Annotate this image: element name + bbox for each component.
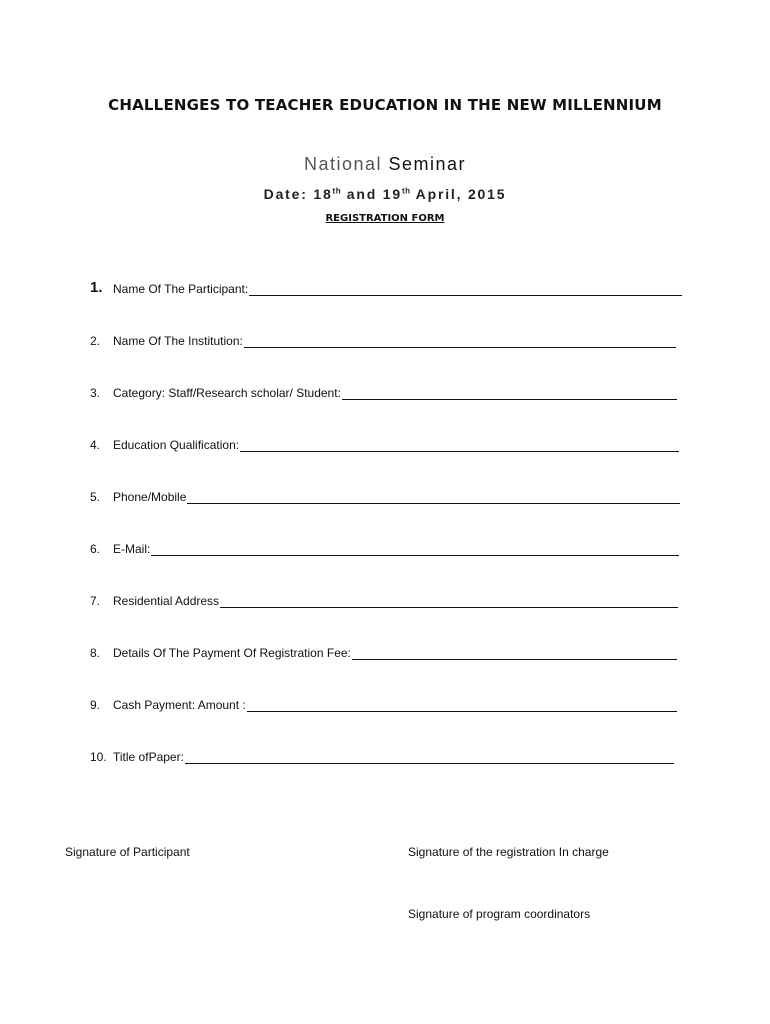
- field-label: Title ofPaper:: [113, 750, 184, 764]
- seminar-subtitle: [0, 154, 770, 175]
- date-suffix: April, 2015: [410, 186, 507, 202]
- date-sup-2: th: [401, 186, 411, 196]
- field-label: Name Of The Institution:: [113, 334, 243, 348]
- field-number: 6.: [90, 542, 101, 556]
- education-qualification-blank[interactable]: [240, 437, 679, 452]
- field-participant-name: [90, 276, 682, 296]
- field-number: 3.: [90, 386, 101, 400]
- cash-payment-amount-blank[interactable]: [247, 697, 677, 712]
- field-residential-address: [90, 588, 678, 608]
- title-of-paper-blank[interactable]: [185, 749, 674, 764]
- signature-participant-label: Signature of Participant: [65, 845, 190, 859]
- subtitle-national: National: [303, 154, 382, 174]
- seminar-date: [0, 186, 770, 202]
- signature-coordinators-label: Signature of program coordinators: [408, 907, 591, 921]
- field-label: Name Of The Participant:: [113, 282, 249, 296]
- field-label: E-Mail:: [113, 542, 151, 556]
- field-number: 2.: [90, 334, 101, 348]
- payment-details-blank[interactable]: [352, 645, 677, 660]
- field-number: 8.: [90, 646, 101, 660]
- field-payment-details: [90, 640, 677, 660]
- field-institution-name: [90, 328, 676, 348]
- subtitle-seminar: Seminar: [382, 154, 467, 174]
- field-email: [90, 536, 679, 556]
- field-number: 1.: [90, 279, 103, 296]
- phone-mobile-blank[interactable]: [187, 489, 680, 504]
- field-label: Residential Address: [113, 594, 220, 608]
- institution-name-blank[interactable]: [244, 333, 676, 348]
- field-label: Education Qualification:: [113, 438, 240, 452]
- field-number: 5.: [90, 490, 101, 504]
- field-title-of-paper: [90, 744, 674, 764]
- field-number: 10.: [90, 750, 107, 764]
- registration-form-heading: REGISTRATION FORM: [325, 213, 445, 224]
- field-phone-mobile: [90, 484, 680, 504]
- field-label: Category: Staff/Research scholar/ Student:: [113, 386, 341, 400]
- category-blank[interactable]: [342, 385, 677, 400]
- field-education-qualification: [90, 432, 679, 452]
- signature-registration-incharge-label: Signature of the registration In charge: [408, 845, 609, 859]
- field-number: 4.: [90, 438, 101, 452]
- email-blank[interactable]: [151, 541, 679, 556]
- date-sup-1: th: [332, 186, 342, 196]
- field-label: Phone/Mobile: [113, 490, 187, 504]
- field-label: Details Of The Payment Of Registration Fee:: [113, 646, 351, 660]
- date-middle: and 19: [341, 186, 402, 202]
- field-number: 7.: [90, 594, 101, 608]
- residential-address-blank[interactable]: [220, 593, 678, 608]
- field-category: [90, 380, 677, 400]
- participant-name-blank[interactable]: [249, 281, 682, 296]
- document-title: CHALLENGES TO TEACHER EDUCATION IN THE NEW MILLENNIUM: [108, 96, 662, 114]
- field-label: Cash Payment: Amount :: [113, 698, 246, 712]
- field-number: 9.: [90, 698, 101, 712]
- field-cash-payment-amount: [90, 692, 677, 712]
- date-prefix: Date: 18: [263, 186, 333, 202]
